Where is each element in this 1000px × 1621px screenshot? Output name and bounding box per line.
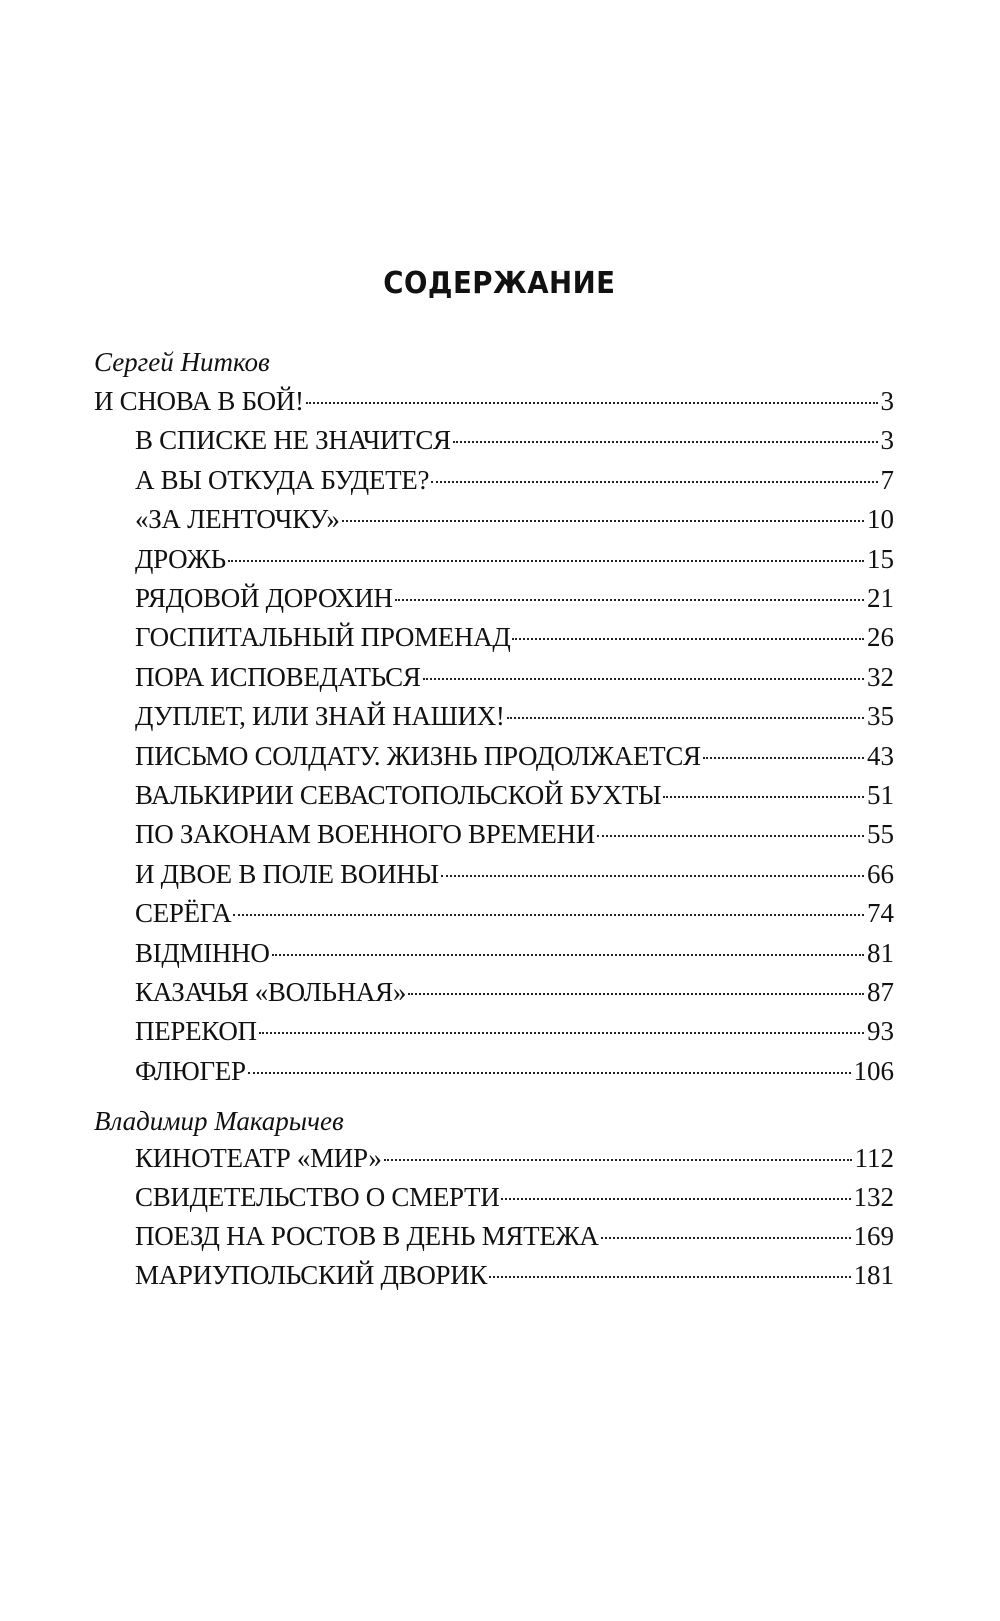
dot-leader (272, 946, 864, 956)
entry-page-number: 21 (867, 583, 894, 613)
toc-entry[interactable] (135, 1258, 894, 1292)
entry-page-number: 15 (867, 544, 894, 574)
entry-title: КИНОТЕАТР «МИР» (135, 1143, 382, 1173)
toc-entry[interactable] (135, 463, 894, 497)
dot-leader (489, 1268, 850, 1278)
toc-entry[interactable] (94, 384, 894, 418)
dot-leader (384, 1151, 852, 1161)
toc-entry[interactable] (135, 699, 894, 733)
dot-leader (395, 591, 864, 601)
entry-page-number: 169 (853, 1221, 894, 1251)
toc-entry[interactable] (135, 502, 894, 536)
toc-entry[interactable] (135, 620, 894, 654)
entry-title: РЯДОВОЙ ДОРОХИН (135, 583, 393, 613)
entry-page-number: 32 (867, 662, 894, 692)
entry-page-number: 26 (867, 622, 894, 652)
dot-leader (228, 552, 864, 562)
entry-page-number: 3 (880, 425, 894, 455)
toc-entry[interactable] (135, 542, 894, 576)
entry-page-number: 74 (867, 898, 894, 928)
entry-title: КАЗАЧЬЯ «ВОЛЬНАЯ» (135, 977, 407, 1007)
toc-entry[interactable] (135, 660, 894, 694)
toc-title: СОДЕРЖАНИЕ (383, 266, 616, 301)
toc-entry[interactable] (135, 975, 894, 1009)
dot-leader (248, 1064, 851, 1074)
dot-leader (441, 867, 864, 877)
entry-title: ДРОЖЬ (135, 544, 226, 574)
entry-title: ПЕРЕКОП (135, 1016, 257, 1046)
dot-leader (408, 985, 864, 995)
entry-page-number: 55 (867, 819, 894, 849)
entry-title: И ДВОЕ В ПОЛЕ ВОИНЫ (135, 859, 439, 889)
section-author: Владимир Макарычев (94, 1106, 344, 1136)
dot-leader (501, 1190, 850, 1200)
entry-title: ПО ЗАКОНАМ ВОЕННОГО ВРЕМЕНИ (135, 819, 595, 849)
toc-entry[interactable] (135, 581, 894, 615)
entry-title: ПИСЬМО СОЛДАТУ. ЖИЗНЬ ПРОДОЛЖАЕТСЯ (135, 741, 701, 771)
entry-title: ДУПЛЕТ, ИЛИ ЗНАЙ НАШИХ! (135, 701, 505, 731)
dot-leader (306, 394, 878, 404)
entry-page-number: 3 (880, 386, 894, 416)
dot-leader (601, 1229, 851, 1239)
toc-entry[interactable] (135, 423, 894, 457)
dot-leader (259, 1024, 864, 1034)
entry-title: ПОРА ИСПОВЕДАТЬСЯ (135, 662, 421, 692)
entry-title: И СНОВА В БОЙ! (94, 386, 304, 416)
dot-leader (431, 473, 877, 483)
toc-entry[interactable] (135, 1141, 894, 1175)
entry-title: МАРИУПОЛЬСКИЙ ДВОРИК (135, 1260, 488, 1290)
entry-title: ГОСПИТАЛЬНЫЙ ПРОМЕНАД (135, 622, 511, 652)
entry-title: ФЛЮГЕР (135, 1056, 246, 1086)
dot-leader (423, 670, 864, 680)
entry-title: В СПИСКЕ НЕ ЗНАЧИТСЯ (135, 425, 451, 455)
toc-entry[interactable] (135, 1054, 894, 1088)
toc-entry[interactable] (135, 739, 894, 773)
dot-leader (507, 709, 864, 719)
entry-page-number: 112 (854, 1143, 894, 1173)
entry-page-number: 132 (853, 1182, 894, 1212)
entry-page-number: 7 (880, 465, 894, 495)
entry-page-number: 181 (853, 1260, 894, 1290)
entry-title: ВІДМІННО (135, 938, 270, 968)
entry-title: «ЗА ЛЕНТОЧКУ» (135, 504, 340, 534)
entry-title: ВАЛЬКИРИИ СЕВАСТОПОЛЬСКОЙ БУХТЫ (135, 780, 662, 810)
entry-title: ПОЕЗД НА РОСТОВ В ДЕНЬ МЯТЕЖА (135, 1221, 599, 1251)
entry-title: А ВЫ ОТКУДА БУДЕТЕ? (135, 465, 430, 495)
entry-title: СВИДЕТЕЛЬСТВО О СМЕРТИ (135, 1182, 500, 1212)
section-author: Сергей Нитков (94, 347, 270, 377)
entry-title: СЕРЁГА (135, 898, 232, 928)
dot-leader (342, 512, 864, 522)
entry-page-number: 106 (853, 1056, 894, 1086)
entry-page-number: 81 (867, 938, 894, 968)
toc-entry[interactable] (135, 1219, 894, 1253)
entry-page-number: 66 (867, 859, 894, 889)
entry-page-number: 43 (867, 741, 894, 771)
dot-leader (233, 906, 864, 916)
dot-leader (512, 630, 864, 640)
toc-entry[interactable] (135, 1180, 894, 1214)
entry-page-number: 35 (867, 701, 894, 731)
dot-leader (663, 788, 864, 798)
dot-leader (453, 433, 878, 443)
toc-entry[interactable] (135, 896, 894, 930)
toc-entry[interactable] (135, 817, 894, 851)
entry-page-number: 51 (867, 780, 894, 810)
toc-entry[interactable] (135, 1014, 894, 1048)
entry-page-number: 87 (867, 977, 894, 1007)
entry-page-number: 93 (867, 1016, 894, 1046)
dot-leader (703, 749, 864, 759)
entry-page-number: 10 (867, 504, 894, 534)
toc-entry[interactable] (135, 857, 894, 891)
toc-entry[interactable] (135, 936, 894, 970)
dot-leader (597, 827, 864, 837)
toc-entry[interactable] (135, 778, 894, 812)
